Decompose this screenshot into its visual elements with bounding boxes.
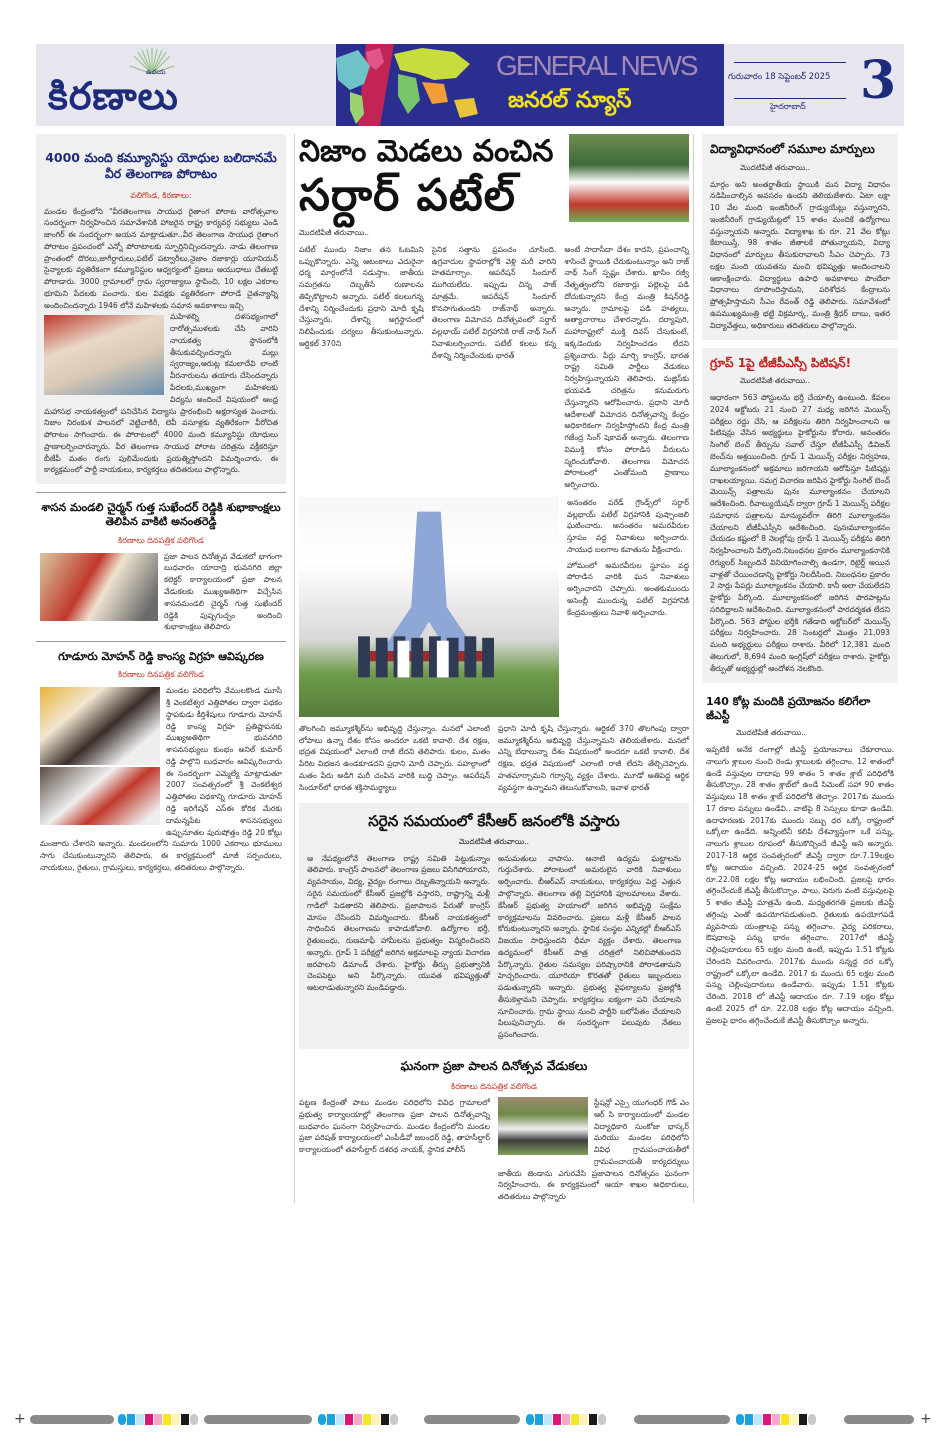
article-education-reforms	[702, 134, 898, 340]
article-kcr	[299, 803, 689, 1049]
black-swatch	[799, 1414, 807, 1425]
article-statue-unveiling	[36, 650, 286, 874]
gray-bar	[844, 1415, 914, 1424]
gray-bar	[634, 1415, 730, 1424]
gray-swatch	[390, 1414, 398, 1425]
article-headline: గూడూరు మోహన్ రెడ్డి కాంస్య విగ్రహ ఆవిష్కరణ	[58, 650, 264, 664]
page-footer	[0, 1400, 931, 1426]
statue-photo	[40, 687, 160, 765]
cyan-swatch	[526, 1414, 534, 1425]
memorial-photo	[299, 497, 559, 717]
continued-label: మొదటిపేజీ తరువాయి..	[736, 728, 806, 738]
black-swatch	[181, 1414, 189, 1425]
lead-headline-block	[299, 134, 689, 223]
registration-mark-icon: +	[14, 1411, 26, 1427]
print-color-bar	[14, 1412, 931, 1426]
article-headline: విద్యావిధానంలో సమూల మార్పులు	[710, 142, 875, 156]
world-map-icon	[336, 44, 486, 126]
meeting-photo	[44, 315, 164, 395]
article-dateline: కిరణాలు దినపత్రిక వలిగొండ	[118, 535, 204, 545]
gray-bar	[30, 1415, 114, 1424]
article-communist-fighters	[36, 134, 286, 484]
registration-mark-icon: +	[920, 1411, 932, 1427]
middle-column	[294, 134, 694, 1203]
ornament-divider	[734, 62, 846, 63]
flag-hoisting-photo	[498, 1097, 588, 1155]
cyan-swatch	[327, 1414, 335, 1425]
newspaper-logo	[36, 44, 336, 126]
article-body: మండల కేంద్రంలోని "వీరతెలంగాణ సాయుధ రైతాంగ పోరాట వారోత్సవాల సందర్భంగా నిర్వహించిన సమావేశానికి హాజరైన రాష్ట్ర కార్యవర్గ సభ్యులు ఎండి జాంగిర్ ఈ సందర్భంగా అయన మాట్లాడుతూ..వీర తెలంగాణ సాయుధ రైతాంగ పోరాటం ప్రపంచంలో ఎన్నో పోరాటాలకు స్ఫూర్తినిచ్చిందన్నారు. నాడు తెలంగాణ ప్రాంతంలో దొరలు,జాగీర్దారులు,పటేల్ పట్వారీలు,నైజాం రజాకార్లు యూనియన్ సైన్యాలకు వ్యతిరేకంగా కమ్యూనిస్టుల ఆధ్వర్యంలో ప్రజలు ఆయుధాలు చేతబట్టి పోరాడారు. 3000 గ్రామాలలో గ్రామ స్వరాజ్యాలు స్థాపించి, 10 లక్షల ఎకరాల భూమిని పేదలకు పంచారు. కుల వివక్షకు వ్యతిరేకంగా పోరాడే చైతన్యాన్ని అందించిందన్నారు 1946 లోనే మహిళలకు సమాన అవకాశాలు ఇచ్చి	[44, 206, 278, 310]
article-headline: గ్రూప్ 1పై టీజీపీఎస్సీ పిటిషన్!	[710, 355, 852, 370]
cyan-swatch	[118, 1414, 126, 1425]
light-magenta-swatch	[154, 1414, 162, 1425]
cyan-swatch	[535, 1414, 543, 1425]
lead-body-col3: అంటే సాదాసీదా దేశం కాదని, ప్రపంచాన్ని శాసించే స్థాయికి చేరుకుంటున్నాం అని రాజ్ నాథ్ సింగ్ స్పష్టం చేశారు. ఖాసిం రజ్వీ నేతృత్వంలోని రజాకార్లు పల్లెలపై పడి దోచుకున్నారని కేంద్ర మంత్రి కిషన్‌రెడ్డి అన్నారు. గ్రామాలపై పడి హత్యలు, అత్యాచారాలు చేశారన్నారు. దర్యాపురి, మహారాష్ట్రలో ముక్తి దివస్ చేసుకుంటే, ఇక్కడెందుకు నిర్వహించడం లేదని ప్రశ్నించారు. పేర్లు మార్చి కాంగ్రెస్, భారత రాష్ట్ర సమితి పార్టీలు వేడుకలు నిర్వహిస్తున్నాయని తెలిపారు. మజ్లిస్‌కు భయపడి చరిత్రను కనుమరుగు చేస్తున్నారని ఆరోపించారు. ప్రధాని మోదీ ఆదేశాలతో విమోచన దినోత్సవాన్ని కేంద్రం అధికారికంగా నిర్వహిస్తోందని కేంద్ర మంత్రి గజేంద్ర సింగ్ షెకావత్ అన్నారు. తెలంగాణ విముక్తి కోసం పోరాడిన వీరులను స్మరించుకోవాలి. తెలంగాణ విమోచన పోరాటంలో ఎంతోమంది ప్రాణాలు అర్పించారు.	[564, 244, 690, 490]
article-group1-petition	[702, 348, 898, 683]
lead-body-col1: పటేల్ ముందు నిజాం తన ఓటమిని ఒప్పుకొన్నారు. ఎన్ని ఆటంకాలు ఎదురైనా ధర్మ మార్గంలోనే నడుస్తాం. జాతీయ సమగ్రతను దెబ్బతీసే రుణాలను తిప్పికొట్టాలని అన్నారు. పటేల్ కలలుగన్న దేశాన్ని నిర్మించేందుకు ప్రధాని మోదీ కృషి చేస్తున్నారు. దేశాన్ని అగ్రస్థానంలో నిలిపేందుకు చర్యలు తీసుకుంటున్నారు. ఆర్టికల్ 370ని	[299, 244, 424, 348]
lead-body-col3-end: హోమంలో అమరవీరుల స్థూపం వద్ద పోరాడిన వారికి ఘన నివాళులు అర్పించారని చెప్పారు. అంతకుముందు అసెంబ్లీ ముందున్న పటేల్ విగ్రహానికి కేంద్రమంత్రులు నివాళి అర్పించారు.	[567, 560, 689, 617]
cyan-swatch	[127, 1414, 135, 1425]
light-yellow-swatch	[172, 1414, 180, 1425]
issue-date: గురువారం 18 సెప్టెంబర్ 2025	[728, 72, 831, 82]
left-column	[36, 134, 286, 874]
article-body: ప్రజా పాలన దినోత్సవ వేడుకలో భాగంగా బుధవారం యాదాద్రి భువనగిరి జిల్లా కలెక్టర్ కార్యాలయంలో ప్రజా పాలన వేడుకలకు ముఖ్యఅతిథిగా విచ్చేసిన శాసనమండలి చైర్మన్ గుత్త సుఖేందర్ రెడ్డికి పుష్పగుచ్ఛం అందించి శుభాకాంక్షలు తెలిపారు	[164, 551, 282, 632]
yellow-swatch	[781, 1414, 789, 1425]
gray-swatch	[190, 1414, 198, 1425]
parade-ground-photo	[569, 134, 689, 222]
article-praja-palana	[299, 1059, 689, 1203]
memorial-tower-icon	[299, 497, 559, 717]
ornament-divider	[734, 98, 846, 99]
lead-body-col2-more: ప్రధాని మోదీ కృషి చేస్తున్నారు. ఆర్టికల్ 370 తొలగింపు ద్వారా జమ్మూకశ్మీర్‌ను అభివృద్ధి చేస్తున్నామని తెలియజేశారు. మనలో ఎన్ని బేధాలున్నా దేశం విషయంలో అందరూ ఒకటే కావాలి. దేశ రక్షణ, భద్రత విషయంలో ఎలాంటి రాజీ లేదని తేల్చిచెప్పారు. హతమార్చామని గర్వాన్ని వ్యక్తం చేశారు. మూడో అతిపెద్ద ఆర్థిక వ్యవస్థగా ఉన్నామని తెలుసుకోవాలని, ఇవాళ భారత్	[498, 723, 689, 792]
page-number: 3	[860, 50, 897, 111]
article-council-chairman	[36, 501, 286, 633]
column-divider	[36, 641, 286, 642]
gray-swatch	[598, 1414, 606, 1425]
article-dateline: కిరణాలు దినపత్రిక వలిగొండ	[451, 1081, 537, 1091]
magenta-swatch	[553, 1414, 561, 1425]
article-body: మార్గం అని అంతర్జాతీయ స్థాయికి మన విద్యా విధానం నడిపించాల్సిన అవసరం ఉందని తెలియజేశారు. ఏటా లక్షా 10 వేల మంది ఇంజినీరింగ్ గ్రాడ్యుయేట్లు వస్తున్నారని, ఇంజినీరింగ్ గ్రాడ్యుయేట్లలో 15 శాతం మందికే ఉద్యోగాలు వస్తున్నాయని అన్నారు. విద్యాశాఖ కు రూ. 21 వేల కోట్లు కేటాయిస్తే, 98 శాతం జీతాలకే పోతున్నాయని, విద్యా విధానంలో మార్పులు తీసుకురావాలని సీఎం చెప్పారు. 73 లక్షల మంది యువతను మంచి భవిష్యత్తు అందించాలని ఆకాంక్షించారు. విద్యార్థులు ఉపాధి అవకాశాలు పొందేలా విధానాలు రూపొందిస్తామని, పరిశోధన కేంద్రాలను ప్రోత్సహిస్తామని సీఎం రేవంత్ రెడ్డి తెలిపారు. సమావేశంలో ఉపముఖ్యమంత్రి భట్టి విక్రమార్క, మంత్రి శ్రీధర్ బాబు, ఇతర విద్యావేత్తలు, అధికారులు తదితరులు పాల్గొన్నారు.	[710, 179, 890, 330]
light-yellow-swatch	[790, 1414, 798, 1425]
magenta-swatch	[145, 1414, 153, 1425]
light-magenta-swatch	[354, 1414, 362, 1425]
cyan-swatch	[736, 1414, 744, 1425]
article-gst	[702, 691, 898, 1031]
article-body: ఇప్పటికే అనేక రంగాల్లో జీఎస్టీ ప్రయోజనాలు చేకూరాయి. నాలుగు శ్లాబుల నుంచి రెండు శ్లాబులకు తగ్గించాం. 12 శాతంలో ఉండే వస్తువుల దాదాపు 99 శాతం 5 శాతం శ్లాబ్ పరిధిలోకి తీసుకొచ్చాం. 28 శాతం శ్లాబ్‌లో ఉండే సిమెంట్ సహా 90 శాతం వస్తువులు 18 శాతం శ్లాబ్ పరిధిలోకి తెచ్చాం. 2017కు ముందు 17 రకాల పన్నులు ఉండేవి.. వాటిపై 8 సెస్సులు కూడా ఉండేవి. ఉదాహరణకు 2017కు ముందు సబ్బు ధర ఒక్కో రాష్ట్రంలో ఒక్కోలా ఉండేది. అన్నింటినీ కలిపి దేశవ్యాప్తంగా ఒకే పన్ను, నాలుగు శ్లాబుల రూపంలో తీసుకొచ్చిందే జీఎస్టీ అని అన్నారు. 2017-18 ఆర్థిక సంవత్సరంలో జీఎస్టీ ద్వారా రూ.7.19లక్షల కోట్ల ఆదాయం వచ్చింది. 2024-25 ఆర్థిక సంవత్సరంలో రూ.22.08 లక్షల కోట్ల ఆదాయం లభించింది. ప్రజలపై భారం తగ్గించేందుకే జీఎస్టీ తీసుకొచ్చాం. పాలు, పెరుగు వంటి వస్తువులపై 5 శాతం జీఎస్టీ మాత్రమే ఉంది. మధ్యతరగతి ప్రజలకు జీఎస్టీ తగ్గింపు ఎంతో ఉపయోగపడుతుంది. రైతులకు ఉపయోగపడే వ్యవసాయ యంత్రాలపై పన్ను తగ్గించాం. వైద్య పరికరాలు, ఔషధాలపై పన్ను భారం తగ్గించాం. 2017లో జీఎస్టీ చెల్లింపుదారులు 65 లక్షల మంది ఉంటే, ఇప్పుడు 1.51 కోట్లకు చేరిందని వివరించారు. 2017కు ముందు సన్నద్ధ దర ఒక్కో రాష్ట్రంలో ఒక్కోలా ఉండేది. 2017 కు ముందు 65 లక్షల మంది పన్ను చెల్లింపుదారులు ఉండేవారు. ఇప్పుడు 1.51 కోట్లకు చేరింది. 2018 లో జీఎస్టీ ఆదాయం రూ. 7.19 లక్షల కోట్లు ఉంటే 2025 లో రూ. 22.08 లక్షల కోట్ల ఆదాయం వచ్చింది. ప్రజలపై భారం తగ్గించేందుకే జీఎస్టీ తీసుకొచ్చాం అన్నారు.	[706, 745, 894, 1025]
article-headline: 140 కోట్ల మందికి ప్రయోజనం కలిగేలా జీఎస్టీ	[706, 694, 871, 722]
continued-label: మొదటిపేజీ తరువాయి..	[459, 836, 529, 846]
article-headline: 4000 మంది కమ్యూనిస్టు యోధుల బలిదానమే వీర తెలంగాణ పోరాటం	[45, 150, 277, 182]
date-block	[724, 44, 904, 126]
lead-headline-line2: సర్దార్ పటేల్	[299, 170, 516, 221]
article-body: మండల పరిధిలోని వేములకొండ మూసీ శ్రీ వెంకటేశ్వర ఎత్తిపోతల ద్వారా పథకం స్థాపకుడు కీర్తిశేషులు గూడూరు మోహన్ రెడ్డి కాంస్య విగ్రహ ప్రతిష్టాపనకు ముఖ్యఅతిథిగా భువనగిరి శాసనసభ్యులు కుంభం అనిల్ కుమార్ రెడ్డి పాల్గొని బుధవారం ఆవిష్కరించారు ఈ సందర్భంగా ఎమ్మెల్యే మాట్లాడుతూ 2007 సంవత్సరంలో శ్రీ వెంకటేశ్వర ఎత్తిపోతల పథకాన్ని గూడూరు మోహన్ రెడ్డి ఇరిగేషన్ ఎస్ఈ కోరిక మేరకు దామన్నపేట శాసనసభ్యులు ఉప్పునూతల పురుషోత్తం రెడ్డి 20 కోట్లు మంజూరు చేశారని అన్నారు. మండలంలోని సుమారు 1000 ఎకరాలు భూములు సాగు చేసుకుంటున్నారని తెలిపారు. ఈ కార్యక్రమంలో మాజీ సర్పంచులు, నాయకులు, రైతులు, గ్రామస్తులు, కార్యకర్తలు, తదితరులు పాల్గొన్నారు.	[40, 686, 282, 872]
article-body-continued: స్టేషన్లో ఎస్సై యుగంధర్ గౌడ్ ఎం ఆర్ సి కార్యాలయంలో మండల విద్యాధికారి సుంకోజు భాస్కర్ మరియు మండల పరిధిలోని వివిధ గ్రామపంచాయతీలో గ్రామపంచాయతీ కార్యదర్శులు జాతీయ జెండాను ఎగురవేసి ప్రజాపాలన దినోత్సవం ఘనంగా నిర్వహించారు. ఈ కార్యక్రమంలో ఆయా శాఖల అధికారులు, తదితరులు పాల్గొన్నారు	[498, 1097, 689, 1202]
logo-text: కిరణాలు	[48, 74, 179, 118]
light-magenta-swatch	[562, 1414, 570, 1425]
light-yellow-swatch	[372, 1414, 380, 1425]
right-column	[702, 134, 898, 1030]
light-magenta-swatch	[772, 1414, 780, 1425]
article-body: ఆధారంగా 563 పోస్టులను భర్తీ చేయాల్సి ఉంటుంది. కేవలం 2024 అక్టోబరు 21 నుంచి 27 మధ్య జరిగిన మెయిన్స్ పరీక్షలు రద్దు చేసి, ఆ పరీక్షలను తిరిగి నిర్వహించాలని ఆ పిటిషన్లు వేసిన అభ్యర్థులు హైకోర్టును కోరారు. అనంతరం సింగిల్ బెంచ్ తీర్పును సవాల్ చేస్తూ టీజీపీఎస్సీ డివిజన్ బెంచ్‌ను ఆశ్రయించింది. గ్రూప్ 1 మెయిన్స్ పరీక్షల నిర్వహణ, మూల్యాంకనంలో అక్రమాలు జరిగాయని ఆరోపిస్తూ పిటిషన్లు దాఖలయ్యాయి. సమగ్ర విచారణ జరిపిన హైకోర్టు సింగిల్ బెంచ్ మెయిన్స్ పత్రాలను పునః మూల్యాంకనం చేయాలని ఆదేశించింది. రీవాల్యుయేషన్ ద్వారా గ్రూప్ 1 మెయిన్స్ పరీక్షల సమాధాన పత్రాలను మాన్యువల్‌గా తిరిగి మూల్యాంకనం చేయాలని టీజీపీఎస్సీని ఆదేశించింది. పునఃమూల్యాంకనం చేయడం కష్టంలో 8 నెలల్లోపు గ్రూప్ 1 మెయిన్స్ పరీక్షను తిరిగి నిర్వహించాలని పేర్కొంది.నిబంధనల ప్రకారం మూల్యాంకనానికి రెగ్యులర్ సిబ్బందినే వినియోగించాల్సి ఉండగా, రిటైర్డ్ అయిన వాళ్లతో చేయించడాన్ని హైకోర్టు నిలదీసింది. నిబంధనల ప్రకారం 2 సార్లు పేపర్లు మూల్యాంకనం చేయాలి. కానీ అలా చేయలేదని హైకోర్టు పేర్కొంది. మూల్యాంకనంలో జరిగిన పొరపాట్లను సరిదిద్దాలని ఆదేశించింది. మూల్యాంకనంలో పారదర్శకత లేదని పేర్కొంది. 563 పోస్టుల భర్తీకి గతేడాది అక్టోబర్‌లో మెయిన్స్ పరీక్షలు నిర్వహించారు. 28 సెంటర్లలో మొత్తం 21,093 మంది అభ్యర్థులు పరీక్షలు రాశారు. వీరిలో 12,381 మంది తెలుగులో, 8,694 మంది ఇంగ్లిష్‌లో పరీక్షలు రాశారు. హైకోర్టు తీర్పుతో అభ్యర్థుల్లో ఆందోళన నెలకొంది.	[710, 393, 890, 673]
light-yellow-swatch	[580, 1414, 588, 1425]
gray-swatch	[808, 1414, 816, 1425]
yellow-swatch	[163, 1414, 171, 1425]
section-banner	[336, 44, 724, 126]
felicitation-photo	[40, 553, 158, 621]
yellow-swatch	[571, 1414, 579, 1425]
article-body-continued: మహిళల్ని దళసభ్యంగాలో దారోత్సముళలకు చేసి వారిని నాయకత్వ స్థానంలోకి తీసుకువచ్చిందన్నారు మల్లు స్వరాజ్యం,ఆరుట్ల కమలాదేవి లాంటి వీరనారులను తయారు చేసిందన్నారు పేదలకు,ముఖ్యంగా మహిళలకు విద్యను అందించే విషయంలో ఆంధ్ర మహాసభ నాయకత్వంలో పనిచేసిన విద్యాసు ప్రారంభించి అక్షరాస్యత పెంచారు. నిజాం నిరంకుశ పాలనలో వెట్టిచాకిరీ, లెవీ వసూళ్లకు వ్యతిరేకంగా వీరోచిత పోరాటం సాగించారు. ఈ పోరాటంలో 4000 మంది కమ్యూనిస్టు యోధులు ప్రాణాలర్పించారన్నారు. వీర తెలంగాణ సాయుధ పోరాట చరిత్రను వక్రీకరిస్తూ బీజేపీ మతం రంగు పులిమేందుకు ప్రయత్నిస్తోందని విమర్శించారు. ఈ కార్యక్రమంలో పార్టీ నాయకులు, కార్యకర్తలు తదితరులు పాల్గొన్నారు.	[44, 312, 278, 475]
black-swatch	[381, 1414, 389, 1425]
lead-body-col1-more: తొలగించి జమ్మూకశ్మీర్‌ను అభివృద్ధి చేస్తున్నాం. మనలో ఎలాంటి లోపాలు ఉన్నా దేశం కోసం అందరూ ఒకటి కావాలి. దేశ రక్షణ, భద్రత విషయంలో ఎలాంటి రాజీ లేదని తెలిపారు. కులం, మతం పేరిట విభజన ఉండకూడదని ప్రధాని మోదీ చెప్పారు. పహల్గాంలో మతం పేరు అడిగి మరీ చంపిన వారికి బుద్ధి చెప్పాం. ఆపరేషన్ సిందూర్‌లో భారత శక్తిసామర్థ్యాలు	[299, 723, 490, 792]
masthead	[36, 44, 904, 126]
gray-bar	[424, 1415, 520, 1424]
article-body-col1: ఆ నేపథ్యంలోనే తెలంగాణ రాష్ట్ర సమితి పెట్టుకున్నాం తెలిపారు. కాంగ్రెస్ పాలనలో తెలంగాణ ప్రజలు విసిగిపోయారని, వ్యవసాయం, విద్య, వైద్యం రంగాలు దెబ్బతిన్నాయని అన్నారు. సరైన సమయంలో కేసీఆర్ ప్రజల్లోకి వస్తారని, రాష్ట్రాన్ని మళ్లీ గాడిలో పెడతారని తెలిపారు. ప్రజాపాలన పేరుతో కాంగ్రెస్ మోసం చేసిందని విమర్శించారు. కేసీఆర్ నాయకత్వంలో సాధించిన తెలంగాణను కాపాడుకోవాలి. ఉద్యోగాల భర్తీ, రైతుబంధు, రుణమాఫీ హామీలను ప్రభుత్వం విస్మరించిందని అన్నారు. గ్రూప్ 1 పరీక్షల్లో జరిగిన అక్రమాలపై న్యాయ విచారణ జరపాలని డిమాండ్ చేశారు. హైకోర్టు తీర్పు ప్రభుత్వానికి చెంపపెట్టు అని పేర్కొన్నారు. యువత భవిష్యత్తుతో ఆటలాడుతున్నారని మండిపడ్డారు.	[307, 853, 490, 993]
black-swatch	[589, 1414, 597, 1425]
article-headline: ఘనంగా ప్రజా పాలన దినోత్సవ వేడుకలు	[400, 1058, 588, 1073]
magenta-swatch	[345, 1414, 353, 1425]
light-cyan-swatch	[336, 1414, 344, 1425]
lead-body-col2: సైనిక సత్తాను ప్రపంచం చూసింది. ఉగ్రవాదుల స్థావరాల్లోకి వెళ్లి మరీ వారిని హతమార్చాం. ఆపరేషన్ సిందూర్ ముగియలేదు. ఇప్పుడు చిన్న పాజ్ మాత్రమే. ఆపరేషన్ సిందూర్ కొనసాగుతుందని రాజ్‌నాథ్ అన్నారు. తెలంగాణ విమోచన దినోత్సవంలో సర్దార్ వల్లభాయ్ పటేల్ విగ్రహానికి రాజ్ నాథ్ సింగ్ నివాళులర్పించారు. పటేల్ కలలు కన్న దేశాన్ని నిర్మించేందుకు భారత్	[431, 244, 557, 360]
article-dateline: వలిగొండ, కిరణాలు:	[130, 190, 192, 200]
article-headline: సరైన సమయంలో కేసీఆర్ జనంలోకి వస్తారు	[368, 812, 620, 831]
article-headline: శాసన మండలి చైర్మన్ గుత్త సుఖేందర్ రెడ్డికి శుభాకాంక్షలు తెలిపిన వాకిటి అనంతరెడ్డి	[41, 501, 281, 529]
article-body-col2: అనుమతులు వాపాసు. ఆనాటి ఉద్యమ ఘట్టాలను గుర్తుచేశారు. పోరాటంలో అమరులైన వారికి నివాళులు అర్పించారు. బీఆర్‌ఎస్ నాయకులు, కార్యకర్తలు పెద్ద ఎత్తున పాల్గొన్నారు. తెలంగాణ తల్లి విగ్రహానికి పూలమాలలు వేశారు. కేసీఆర్ ప్రభుత్వ హయాంలో జరిగిన అభివృద్ధి సంక్షేమ కార్యక్రమాలను వివరించారు. ప్రజలు మళ్లీ కేసీఆర్ పాలన కోరుకుంటున్నారని అన్నారు. స్థానిక సంస్థల ఎన్నికల్లో బీఆర్‌ఎస్ విజయం సాధిస్తుందని ధీమా వ్యక్తం చేశారు. తెలంగాణ ఉద్యమంలో కేసీఆర్ పాత్ర చరిత్రలో నిలిచిపోతుందని పేర్కొన్నారు. రైతుల సమస్యల పరిష్కారానికి పోరాడతామని హెచ్చరించారు. యూరియా కొరతతో రైతులు ఇబ్బందులు పడుతున్నారని అన్నారు. ప్రభుత్వ వైఫల్యాలను ప్రజల్లోకి తీసుకెళ్తామని చెప్పారు. కార్యకర్తలు ఐక్యంగా పని చేయాలని సూచించారు. గ్రామ స్థాయి నుంచి పార్టీని బలోపేతం చేయాలని పిలుపునిచ్చారు. ఈ సందర్భంగా పలువురు నేతలు ప్రసంగించారు.	[498, 853, 681, 1040]
column-divider	[36, 492, 286, 493]
banner-title-telugu: జనరల్ న్యూస్	[508, 88, 632, 113]
logo-tagline: ఉదయ	[146, 68, 166, 76]
continued-label: మొదటిపేజీ తరువాయి..	[740, 162, 810, 172]
yellow-swatch	[363, 1414, 371, 1425]
gray-bar	[204, 1415, 312, 1424]
lead-body-col3-more: అనంతరం పరేడ్ గ్రౌండ్స్‌లో సర్దార్ వల్లభాయ్ పటేల్ విగ్రహానికి పుష్పాంజలి ఘటించారు. అనంతరం అమరవీరుల స్తూపం వద్ద నివాళులు అర్పించారు. సాయుధ బలగాల కవాతును వీక్షించారు.	[567, 497, 689, 554]
banner-title-english: GENERAL NEWS	[496, 50, 697, 81]
ceremony-photo	[40, 767, 160, 825]
cyan-swatch	[745, 1414, 753, 1425]
light-cyan-swatch	[544, 1414, 552, 1425]
cyan-swatch	[318, 1414, 326, 1425]
edition-city: హైదరాబాద్	[770, 102, 806, 111]
light-cyan-swatch	[136, 1414, 144, 1425]
article-dateline: కిరణాలు దినపత్రిక వలిగొండ	[118, 670, 204, 680]
magenta-swatch	[763, 1414, 771, 1425]
continued-label: మొదటిపేజీ తరువాయి..	[299, 227, 369, 237]
light-cyan-swatch	[754, 1414, 762, 1425]
columns	[36, 134, 906, 1203]
continued-label: మొదటిపేజీ తరువాయి..	[740, 376, 810, 386]
lead-headline-line1: నిజాం మెడలు వంచిన	[299, 134, 554, 169]
article-body: పట్టణ కేంద్రంతో పాటు మండల పరిధిలోని వివిధ గ్రామాలలో ప్రభుత్వ కార్యాలయాల్లో తెలంగాణ ప్రజా పాలన దినోత్సవాన్ని బుధవారం ఘనంగా నిర్వహించారు. మండల కేంద్రంలోని మండల ప్రజా పరిషత్ కార్యాలయంలో ఎంపీడీవో జలంధర్ రెడ్డి, తాహసీల్దార్ కార్యాలయంలో తహసీల్దార్ దశరథ నాయక్, స్థానిక పోలీస్	[299, 1097, 490, 1155]
